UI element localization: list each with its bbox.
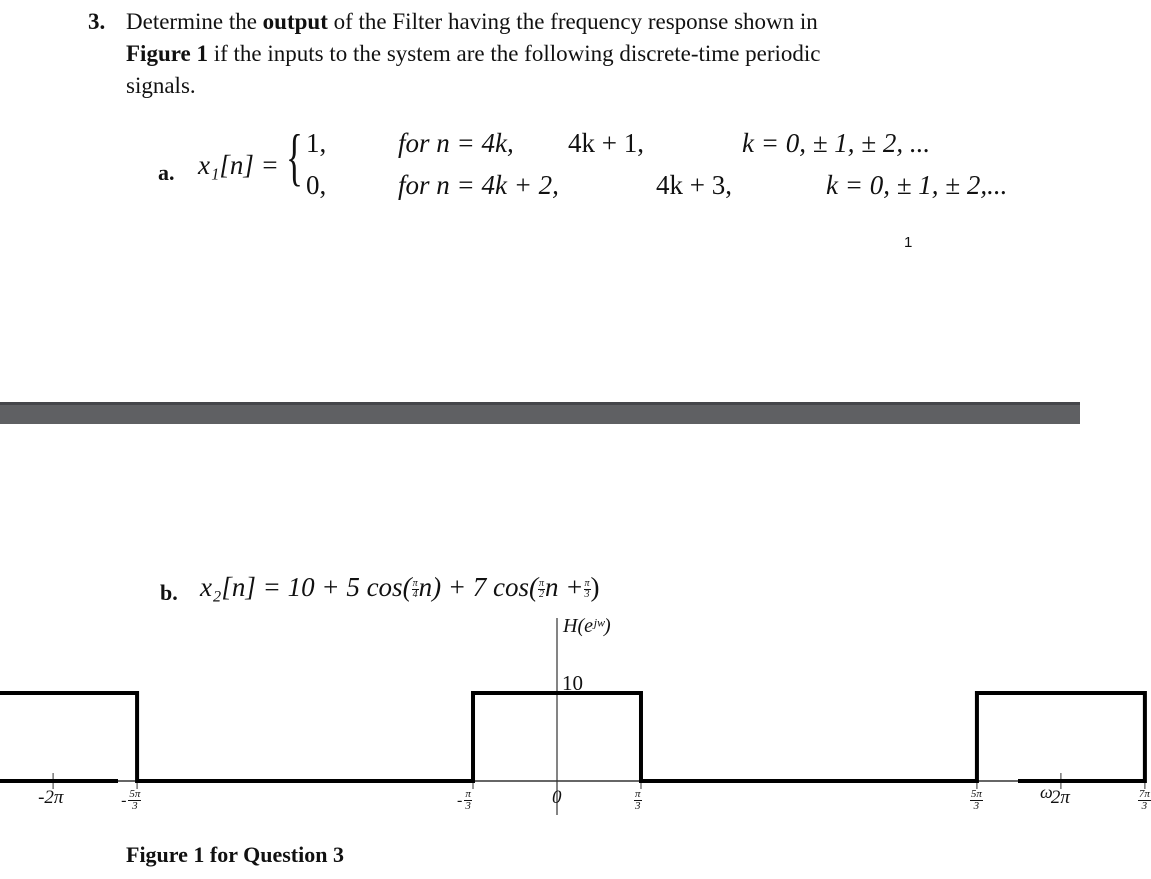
frac2-num: π bbox=[539, 578, 545, 590]
y-value-label: 10 bbox=[562, 671, 583, 695]
part-a-brace: { bbox=[286, 121, 303, 192]
part-a-value-1: 1, bbox=[306, 128, 327, 158]
eq-part-4: ) bbox=[590, 572, 600, 602]
eq-part-1: x₂[n] = 10 + 5 cos( bbox=[200, 572, 412, 602]
page-separator-highlight bbox=[0, 402, 1080, 405]
part-a-label: a. bbox=[158, 160, 175, 185]
q-text-1: Determine the bbox=[126, 9, 257, 34]
frac1-den: 4 bbox=[412, 589, 418, 601]
tick-fraction: $\frac{\pi}{3}$ bbox=[634, 788, 641, 812]
part-a-row1-alt: 4k + 1, bbox=[568, 128, 644, 158]
x-tick-label bbox=[1138, 789, 1151, 812]
part-a-value-0: 0, bbox=[306, 170, 327, 200]
page-separator-bar bbox=[0, 402, 1080, 424]
eq-frac-3 bbox=[584, 579, 591, 600]
x-tick-label: -2π bbox=[38, 787, 64, 808]
q-bold-figure: Figure 1 bbox=[126, 41, 208, 66]
eq-frac-2 bbox=[538, 579, 545, 600]
x-tick-label: 0 bbox=[552, 787, 562, 808]
q-text-2: of the Filter having the frequency response shown in bbox=[333, 9, 818, 34]
eq-part-3: n + bbox=[545, 572, 584, 602]
question-line-1 bbox=[126, 6, 818, 38]
tick-fraction: $\frac{5\pi}{3}$ bbox=[970, 788, 982, 812]
question-line-3: signals. bbox=[126, 73, 196, 98]
part-a-row2-cond: for n = 4k + 2, bbox=[398, 170, 559, 200]
tick-sign: - bbox=[457, 791, 463, 809]
part-a-lhs: x₁[n] = bbox=[198, 150, 279, 180]
x-tick-label bbox=[634, 789, 642, 812]
part-a-row1-k: k = 0, ± 1, ± 2, ... bbox=[742, 128, 931, 158]
y-axis-label: H(eʲʷ) bbox=[563, 615, 611, 637]
frac2-den: 2 bbox=[539, 589, 545, 601]
series-H-line bbox=[0, 693, 1145, 781]
eq-part-2: n) + 7 cos( bbox=[418, 572, 539, 602]
tick-fraction: $\frac{\pi}{3}$ bbox=[465, 788, 471, 812]
question-number: 3. bbox=[88, 9, 106, 34]
eq-frac-1 bbox=[412, 579, 419, 600]
part-a-row2-k: k = 0, ± 1, ± 2,... bbox=[826, 170, 1008, 200]
x-tick-label bbox=[457, 789, 472, 812]
tick-fraction: $\frac{5\pi}{3}$ bbox=[129, 788, 141, 812]
frac1-num: π bbox=[412, 578, 418, 590]
part-b-equation bbox=[200, 572, 600, 603]
question-line-2 bbox=[126, 38, 821, 70]
q-text-3: if the inputs to the system are the following discrete-time periodic bbox=[213, 41, 821, 66]
x-tick-label bbox=[970, 789, 983, 812]
frequency-response-chart bbox=[0, 600, 1080, 840]
frac3-num: π bbox=[584, 578, 590, 590]
part-b-label: b. bbox=[160, 580, 178, 605]
frac3-den: 3 bbox=[584, 589, 590, 601]
q-bold-output: output bbox=[262, 9, 328, 34]
x-axis-label-omega: ω bbox=[1040, 782, 1053, 802]
x-tick-label bbox=[121, 789, 141, 812]
part-a-row1-cond: for n = 4k, bbox=[398, 128, 514, 158]
part-a-row2-alt: 4k + 3, bbox=[656, 170, 732, 200]
page-number: 1 bbox=[904, 234, 913, 251]
x-tick-label: 2π bbox=[1050, 787, 1070, 808]
figure-caption: Figure 1 for Question 3 bbox=[126, 842, 344, 867]
tick-sign: - bbox=[121, 791, 127, 809]
tick-fraction: $\frac{7\pi}{3}$ bbox=[1138, 788, 1150, 812]
